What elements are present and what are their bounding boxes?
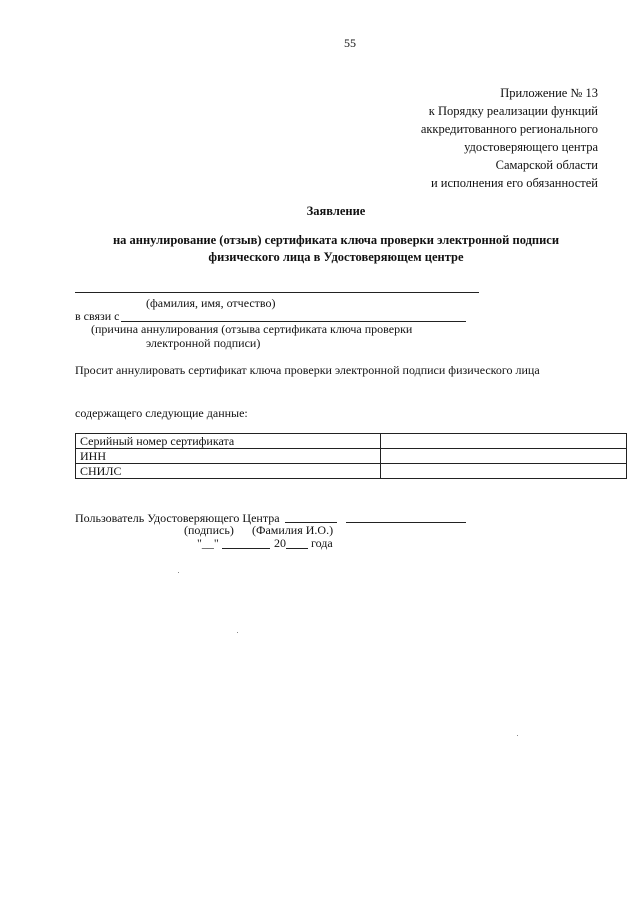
reason-prefix: в связи с (75, 309, 120, 323)
reason-hint-line-2: электронной подписи) (146, 336, 261, 350)
certificate-data-table (75, 433, 627, 479)
appendix-line: и исполнения его обязанностей (430, 176, 598, 190)
appendix-line: к Порядку реализации функций (428, 104, 598, 118)
reason-hint-line-1: (причина аннулирования (отзыва сертификата ключа проверки (91, 322, 413, 336)
date-day: "__" (197, 536, 219, 550)
table-cell-label: Серийный номер сертификата (76, 434, 381, 449)
request-text: Просит аннулировать сертификат ключа проверки электронной подписи физического лица (75, 363, 540, 377)
scan-speck (237, 632, 238, 633)
appendix-block (421, 84, 598, 192)
name-input-line[interactable] (346, 522, 466, 523)
fio-input-line[interactable] (75, 292, 479, 293)
scan-speck (178, 572, 179, 573)
scan-speck (517, 735, 518, 736)
table-row (76, 449, 627, 464)
document-subtitle (0, 232, 640, 266)
table-row (76, 464, 627, 479)
appendix-line: Самарской области (495, 158, 598, 172)
page-number: 55 (344, 36, 356, 50)
document-title: Заявление (306, 204, 366, 218)
user-label: Пользователь Удостоверяющего Центра (75, 511, 280, 525)
appendix-line: Приложение № 13 (500, 86, 598, 100)
table-cell-value[interactable] (381, 464, 627, 479)
table-row (76, 434, 627, 449)
signature-hint: (подпись) (184, 523, 234, 537)
fio-hint: (фамилия, имя, отчество) (146, 296, 276, 310)
name-hint: (Фамилия И.О.) (252, 523, 334, 537)
table-cell-value[interactable] (381, 449, 627, 464)
date-year-prefix: 20 (274, 536, 286, 550)
date-month-line[interactable] (222, 548, 270, 549)
subtitle-line-2: физического лица в Удостоверяющем центре (208, 250, 464, 264)
appendix-line: аккредитованного регионального (420, 122, 598, 136)
data-intro: содержащего следующие данные: (75, 406, 248, 420)
subtitle-line-1: на аннулирование (отзыв) сертификата ключа проверки электронной подписи (112, 233, 560, 247)
date-year-line[interactable] (286, 548, 308, 549)
appendix-line: удостоверяющего центра (464, 140, 598, 154)
date-year-suffix: года (311, 536, 333, 550)
table-cell-value[interactable] (381, 434, 627, 449)
table-cell-label: СНИЛС (76, 464, 381, 479)
table-cell-label: ИНН (76, 449, 381, 464)
